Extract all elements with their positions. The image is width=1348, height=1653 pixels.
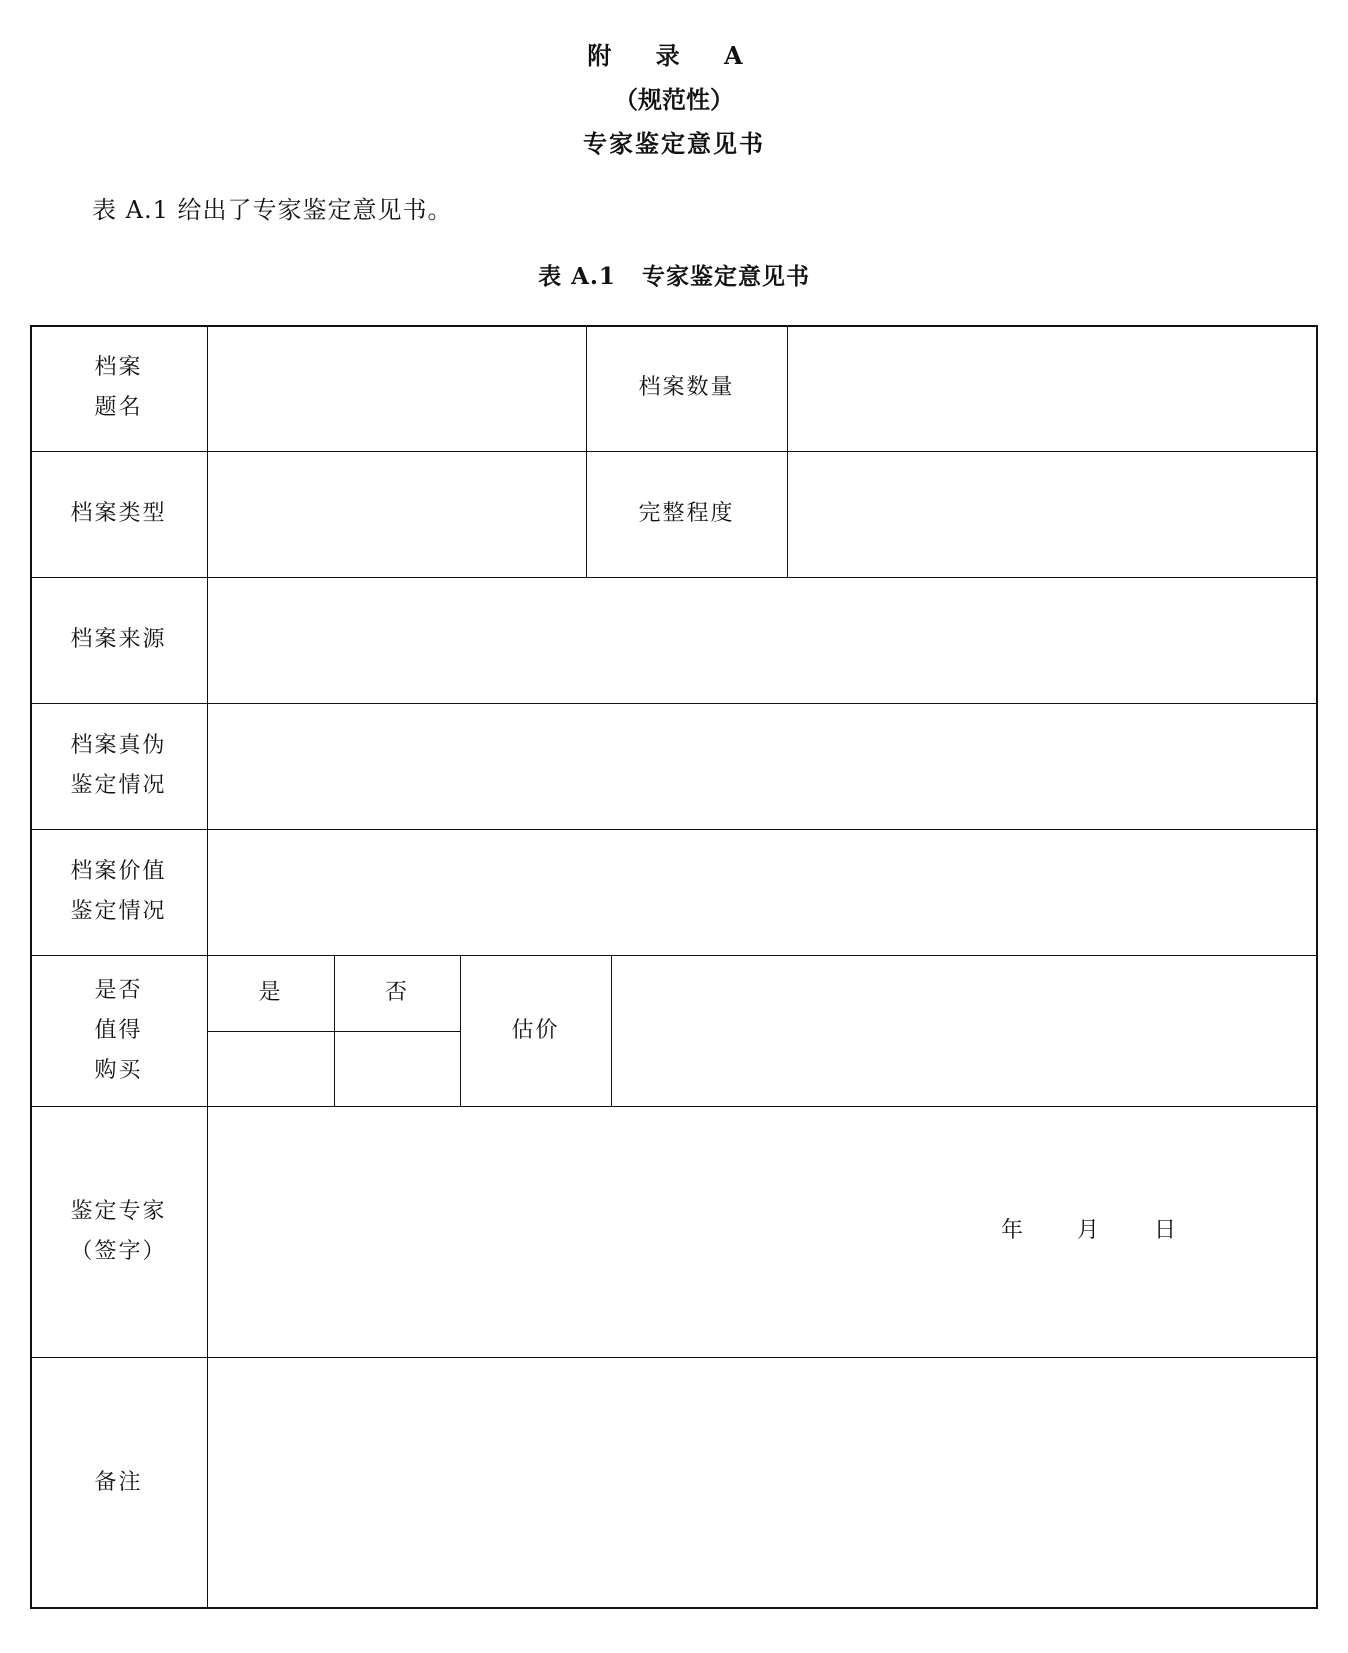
estimate-label: 估价 — [511, 1017, 560, 1043]
completeness-field[interactable] — [788, 452, 1316, 577]
table-caption-title: 专家鉴定意见书 — [641, 264, 810, 290]
remarks-label: 备注 — [94, 1470, 143, 1495]
appendix-heading: 附 录 A — [587, 41, 761, 70]
intro-text: 表 A.1 给出了专家鉴定意见书。 — [92, 196, 453, 224]
archive-source-field[interactable] — [208, 578, 1316, 703]
date-day: 日 — [1154, 1218, 1177, 1243]
archive-quantity-label: 档案数量 — [638, 375, 735, 400]
yes-field[interactable] — [208, 1032, 334, 1106]
authenticity-field[interactable] — [208, 704, 1316, 829]
yes-label: 是 — [258, 980, 283, 1005]
remarks-field[interactable] — [208, 1358, 1316, 1607]
table-caption — [0, 258, 1348, 291]
archive-title-field[interactable] — [208, 326, 586, 451]
archive-title-label: 档案 题名 — [94, 355, 143, 420]
page-title: 专家鉴定意见书 — [583, 130, 765, 158]
date-year: 年 — [1001, 1218, 1024, 1243]
expert-signature-label: 鉴定专家 （签字） — [70, 1198, 167, 1264]
archive-source-label: 档案来源 — [70, 627, 167, 652]
no-field[interactable] — [335, 1032, 460, 1106]
expert-signature-field[interactable] — [208, 1107, 1316, 1357]
value-appraisal-field[interactable] — [208, 830, 1316, 955]
value-appraisal-label: 档案价值 鉴定情况 — [70, 859, 167, 924]
archive-type-field[interactable] — [208, 452, 586, 577]
authenticity-label: 档案真伪 鉴定情况 — [70, 733, 167, 798]
date-month: 月 — [1077, 1218, 1100, 1243]
estimate-field[interactable] — [612, 956, 1316, 1106]
completeness-label: 完整程度 — [638, 501, 735, 526]
table-caption-number: 表 A.1 — [538, 263, 616, 290]
purchase-worthy-label: 是否 值得 购买 — [94, 977, 143, 1083]
archive-quantity-field[interactable] — [788, 326, 1316, 451]
archive-type-label: 档案类型 — [70, 501, 167, 526]
normative-note: （规范性） — [614, 86, 734, 114]
no-label: 否 — [384, 980, 409, 1005]
